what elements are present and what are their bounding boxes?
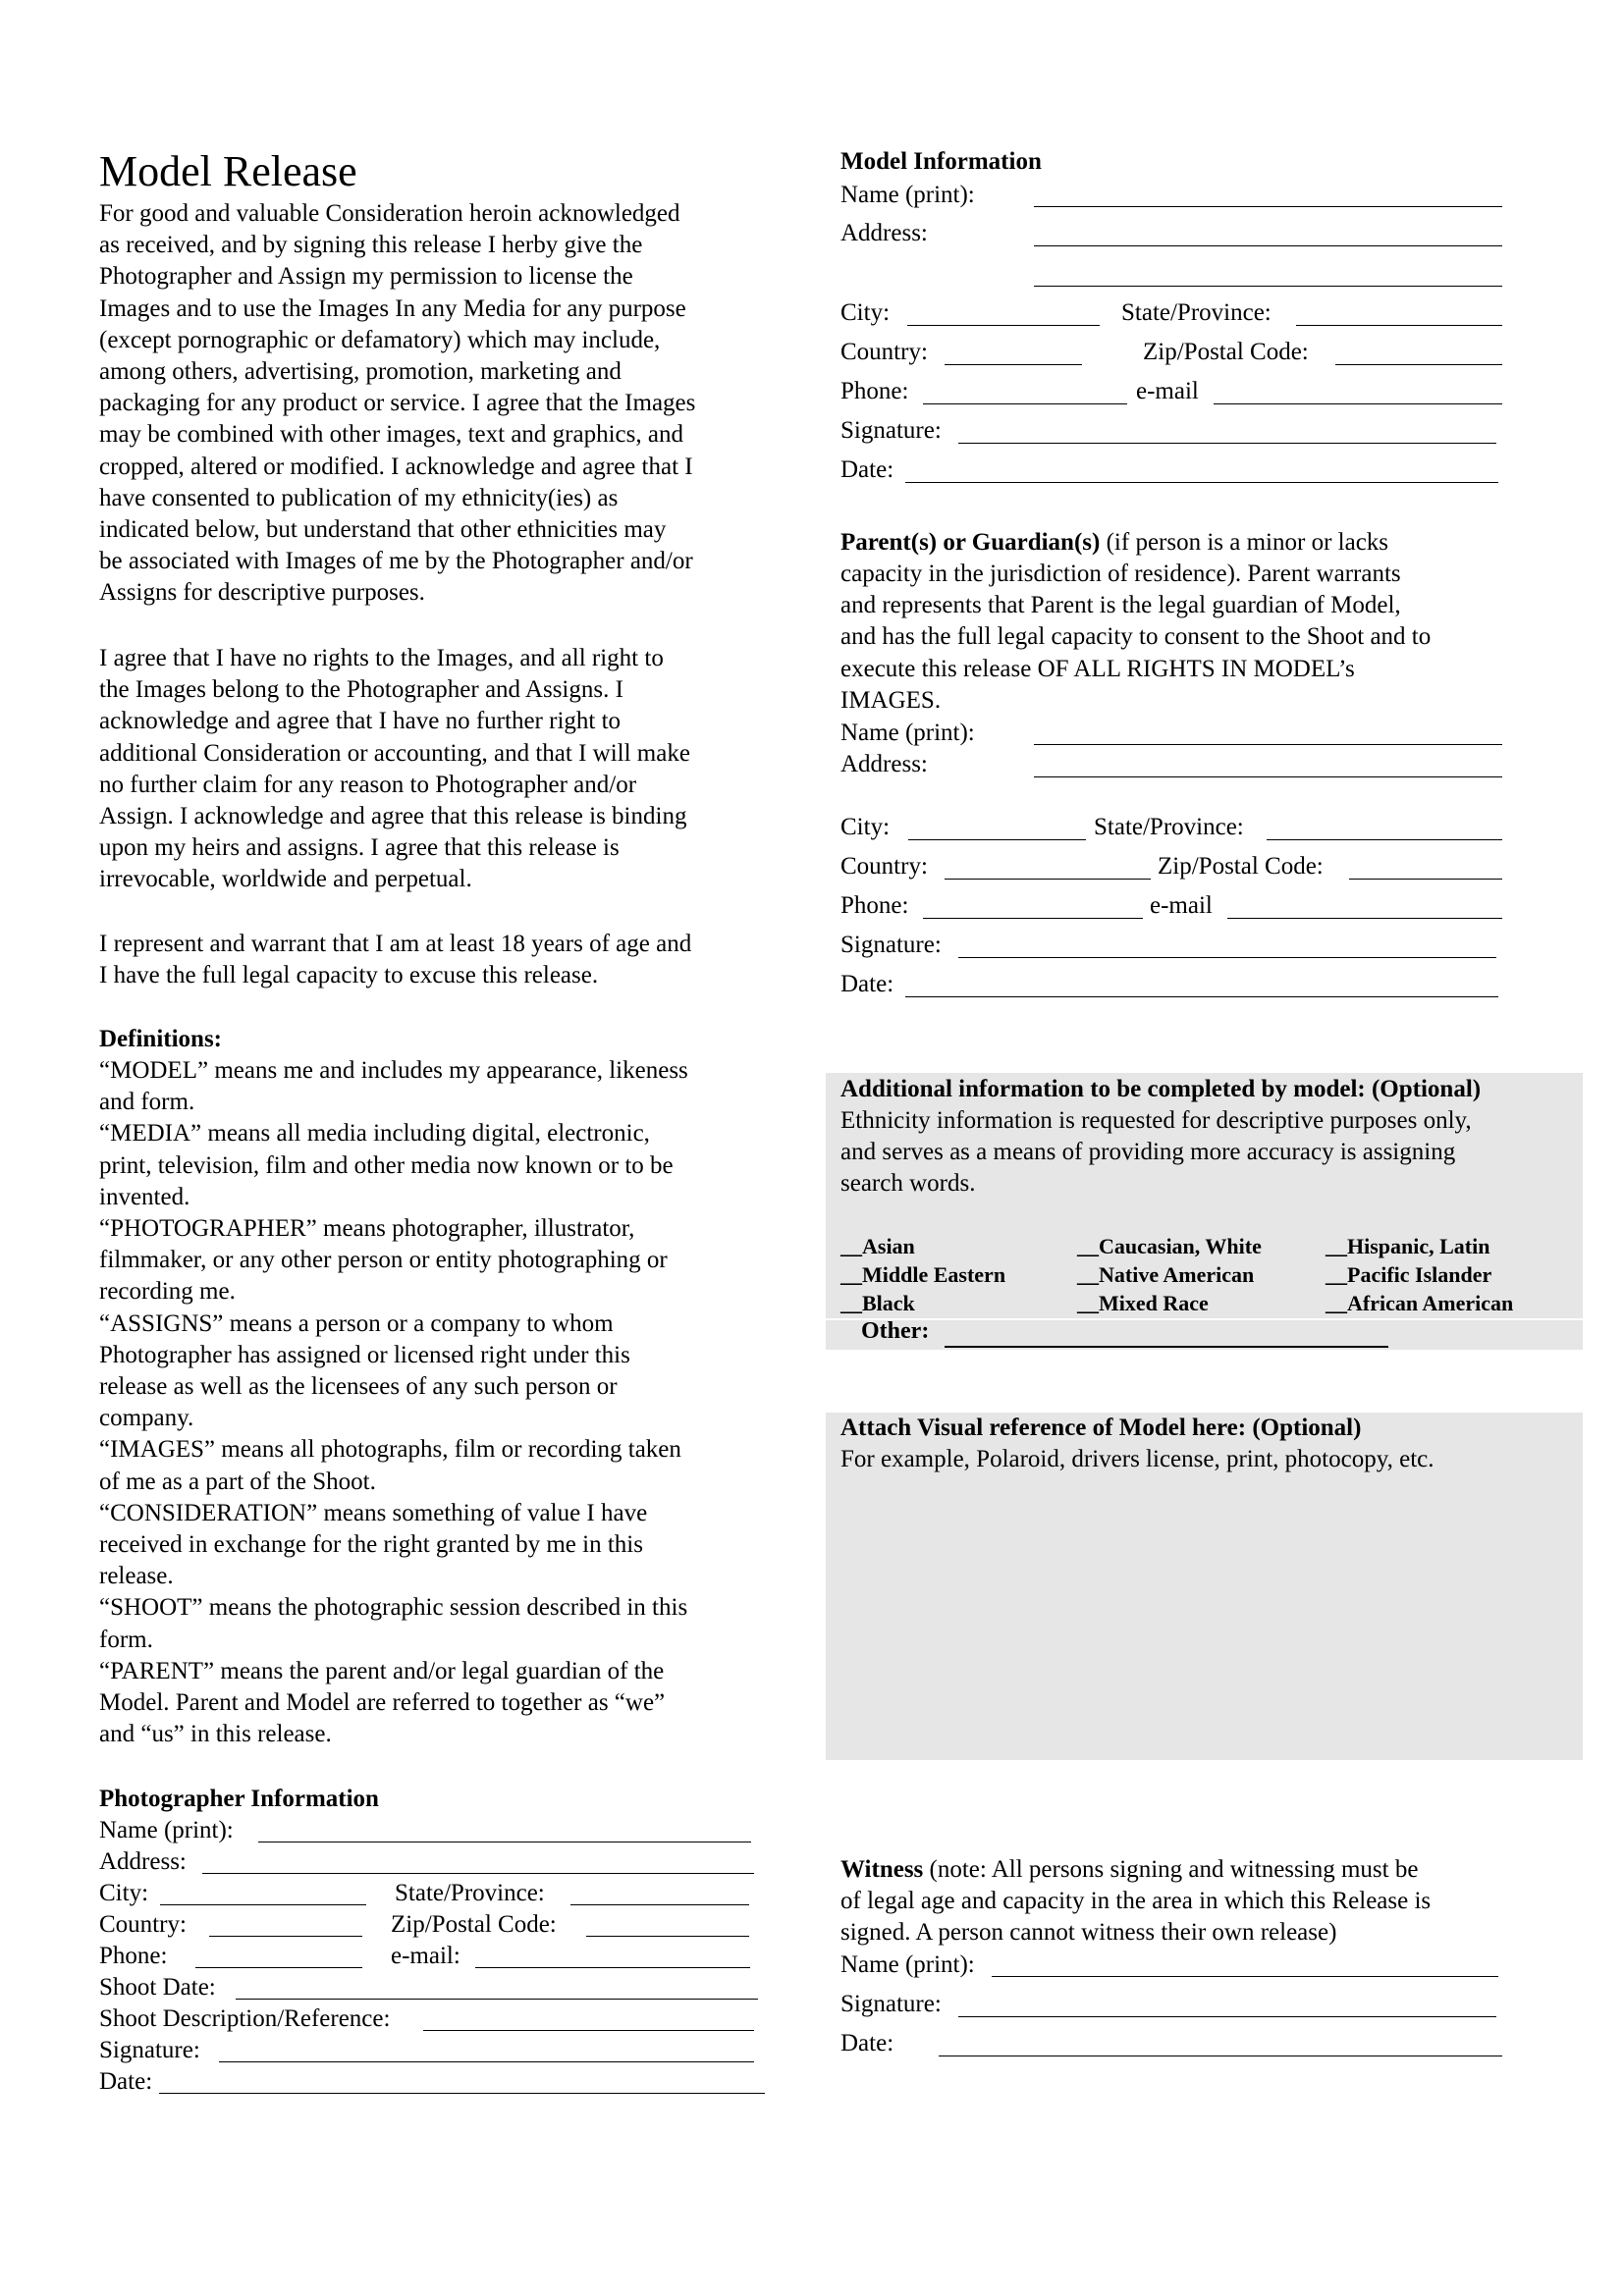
model-country-label: Country:: [840, 339, 928, 365]
witness-signature-field[interactable]: [958, 2016, 1496, 2017]
page-title: Model Release: [99, 147, 357, 195]
photographer-shoot-desc-field[interactable]: [423, 2030, 754, 2031]
witness-heading: Witness: [840, 1856, 924, 1883]
definitions-list: “MODEL” means me and includes my appearance, likeness and form. “MEDIA” means all media including digital, electronic, print, television, film and other media now known or to be invented. “PHOTOGRAPHER” means photographer, illustrator, filmmaker, or any other person or entity photographing or recording me. “ASSIGNS” means a person or a company to whom Photographer has assigned or licensed right under this release as well as the licensees of any such person or company. “IMAGES” means all photographs, film or recording taken of me as a part of the Shoot. “CONSIDERATION” means something of value I have received in exchange for the right granted by me in this release. “SHOOT” means the photographic session described in this form. “PARENT” means the parent and/or legal guardian of the Model. Parent and Model are referred to together as “we” and “us” in this release.: [99, 1057, 688, 1748]
age-paragraph: I represent and warrant that I am at least 18 years of age and I have the full legal capacity to excuse this release.: [99, 931, 692, 989]
guardian-address-label: Address:: [840, 751, 928, 777]
photographer-shoot-date-label: Shoot Date:: [99, 1974, 216, 2001]
additional-heading: Additional information to be completed by model: (Optional): [840, 1076, 1482, 1102]
photographer-state-label: State/Province:: [395, 1880, 545, 1906]
model-country-field[interactable]: [945, 364, 1082, 365]
photographer-city-field[interactable]: [160, 1904, 366, 1905]
ethnicity-option-asian[interactable]: __Asian: [840, 1234, 915, 1258]
photographer-phone-label: Phone:: [99, 1943, 168, 1969]
photographer-country-label: Country:: [99, 1911, 187, 1938]
guardian-heading: Parent(s) or Guardian(s): [840, 529, 1101, 556]
photographer-name-label: Name (print):: [99, 1817, 234, 1843]
guardian-paragraph: [840, 527, 1606, 559]
ethnicity-option-african-american[interactable]: __African American: [1326, 1291, 1514, 1315]
rights-paragraph: I agree that I have no rights to the Images, and all right to the Images belong to the Photographer and Assigns. I acknowledge and agree that I have no further right to additional Consideration or accounting, and that I will make no further claim for any reason to Photographer and/or Assign. I acknowledge and agree that this release is binding upon my heirs and assigns. I agree that this release is irrevocable, worldwide and perpetual.: [99, 645, 690, 893]
model-date-label: Date:: [840, 456, 894, 483]
model-signature-field[interactable]: [958, 443, 1496, 444]
guardian-zip-label: Zip/Postal Code:: [1158, 853, 1324, 880]
witness-name-field[interactable]: [992, 1976, 1498, 1977]
photographer-city-label: City:: [99, 1880, 149, 1906]
model-address-label: Address:: [840, 220, 928, 246]
model-address-field-1[interactable]: [1034, 245, 1502, 246]
photographer-country-field[interactable]: [209, 1936, 362, 1937]
photographer-email-label: e-mail:: [391, 1943, 460, 1969]
model-email-field[interactable]: [1214, 403, 1502, 404]
model-date-field[interactable]: [905, 482, 1498, 483]
guardian-country-field[interactable]: [945, 879, 1151, 880]
ethnicity-option-caucasian[interactable]: __Caucasian, White: [1077, 1234, 1262, 1258]
ethnicity-option-mixed-race[interactable]: __Mixed Race: [1077, 1291, 1209, 1315]
guardian-phone-field[interactable]: [923, 918, 1143, 919]
guardian-address-field[interactable]: [1034, 776, 1502, 777]
guardian-phone-label: Phone:: [840, 892, 909, 919]
photographer-phone-field[interactable]: [195, 1967, 362, 1968]
photographer-signature-field[interactable]: [219, 2061, 754, 2062]
ethnicity-other-label: Other:: [861, 1318, 930, 1344]
model-zip-label: Zip/Postal Code:: [1143, 339, 1309, 365]
guardian-state-field[interactable]: [1267, 839, 1502, 840]
guardian-email-label: e-mail: [1150, 892, 1213, 919]
photographer-signature-label: Signature:: [99, 2037, 200, 2063]
guardian-text: capacity in the jurisdiction of residence). Parent warrants and represents that Parent is the legal guardian of Model, and has the full legal capacity to consent to the Shoot and to execute this release OF ALL RIGHTS IN MODEL’s IMAGES.: [840, 561, 1432, 714]
ethnicity-option-hispanic[interactable]: __Hispanic, Latin: [1326, 1234, 1490, 1258]
photographer-date-label: Date:: [99, 2068, 153, 2095]
guardian-city-label: City:: [840, 814, 891, 840]
model-state-label: State/Province:: [1121, 299, 1272, 326]
guardian-text-first: (if person is a minor or lacks: [1100, 529, 1389, 556]
witness-name-label: Name (print):: [840, 1951, 975, 1978]
photographer-address-label: Address:: [99, 1848, 187, 1875]
visual-text: For example, Polaroid, drivers license, print, photocopy, etc.: [840, 1446, 1435, 1472]
witness-paragraph: [840, 1854, 1606, 1886]
model-city-label: City:: [840, 299, 891, 326]
guardian-name-field[interactable]: [1034, 744, 1502, 745]
intro-paragraph: For good and valuable Consideration heroin acknowledged as received, and by signing this release I herby give the Photographer and Assign my permission to license the Images and to use the Images In any Media for any purpose (except pornographic or defamatory) which may include, among others, advertising, promotion, marketing and packaging for any product or service. I agree that the Images may be combined with other images, text and graphics, and cropped, altered or modified. I acknowledge and agree that I have consented to publication of my ethnicity(ies) as indicated below, but understand that other ethnicities may be associated with Images of me by the Photographer and/or Assigns for descriptive purposes.: [99, 200, 696, 607]
guardian-state-label: State/Province:: [1094, 814, 1244, 840]
witness-text: of legal age and capacity in the area in which this Release is signed. A person cannot witness their own release): [840, 1888, 1432, 1947]
model-email-label: e-mail: [1136, 378, 1199, 404]
photographer-state-field[interactable]: [570, 1904, 749, 1905]
photographer-email-field[interactable]: [475, 1967, 750, 1968]
model-heading: Model Information: [840, 148, 1042, 175]
photographer-shoot-desc-label: Shoot Description/Reference:: [99, 2005, 391, 2032]
additional-divider: [826, 1318, 1583, 1320]
additional-text: Ethnicity information is requested for descriptive purposes only, and serves as a means of providing more accuracy is assigning search words.: [840, 1107, 1472, 1198]
ethnicity-option-middle-eastern[interactable]: __Middle Eastern: [840, 1262, 1006, 1287]
photographer-zip-label: Zip/Postal Code:: [391, 1911, 557, 1938]
model-phone-field[interactable]: [923, 403, 1127, 404]
photographer-date-field[interactable]: [159, 2093, 765, 2094]
ethnicity-option-black[interactable]: __Black: [840, 1291, 915, 1315]
model-city-field[interactable]: [907, 325, 1100, 326]
guardian-signature-label: Signature:: [840, 932, 942, 958]
model-address-field-2[interactable]: [1034, 286, 1502, 287]
model-name-label: Name (print):: [840, 182, 975, 208]
ethnicity-other-field[interactable]: [945, 1346, 1388, 1348]
model-signature-label: Signature:: [840, 417, 942, 444]
witness-signature-label: Signature:: [840, 1991, 942, 2017]
ethnicity-option-pacific-islander[interactable]: __Pacific Islander: [1326, 1262, 1492, 1287]
model-zip-field[interactable]: [1335, 364, 1502, 365]
guardian-city-field[interactable]: [908, 839, 1086, 840]
model-name-field[interactable]: [1034, 206, 1502, 207]
guardian-signature-field[interactable]: [958, 957, 1496, 958]
photographer-address-field[interactable]: [202, 1873, 754, 1874]
guardian-email-field[interactable]: [1227, 918, 1502, 919]
witness-text-first: (note: All persons signing and witnessing must be: [923, 1856, 1419, 1883]
photographer-zip-field[interactable]: [586, 1936, 749, 1937]
guardian-date-label: Date:: [840, 971, 894, 997]
ethnicity-option-native-american[interactable]: __Native American: [1077, 1262, 1255, 1287]
witness-date-label: Date:: [840, 2030, 894, 2056]
model-state-field[interactable]: [1296, 325, 1502, 326]
model-phone-label: Phone:: [840, 378, 909, 404]
definitions-heading: Definitions:: [99, 1026, 222, 1052]
photographer-heading: Photographer Information: [99, 1786, 379, 1812]
photographer-shoot-date-field[interactable]: [236, 1999, 758, 2000]
guardian-date-field[interactable]: [905, 996, 1498, 997]
guardian-country-label: Country:: [840, 853, 928, 880]
guardian-zip-field[interactable]: [1349, 879, 1502, 880]
visual-heading: Attach Visual reference of Model here: (Optional): [840, 1415, 1362, 1441]
guardian-name-label: Name (print):: [840, 720, 975, 746]
